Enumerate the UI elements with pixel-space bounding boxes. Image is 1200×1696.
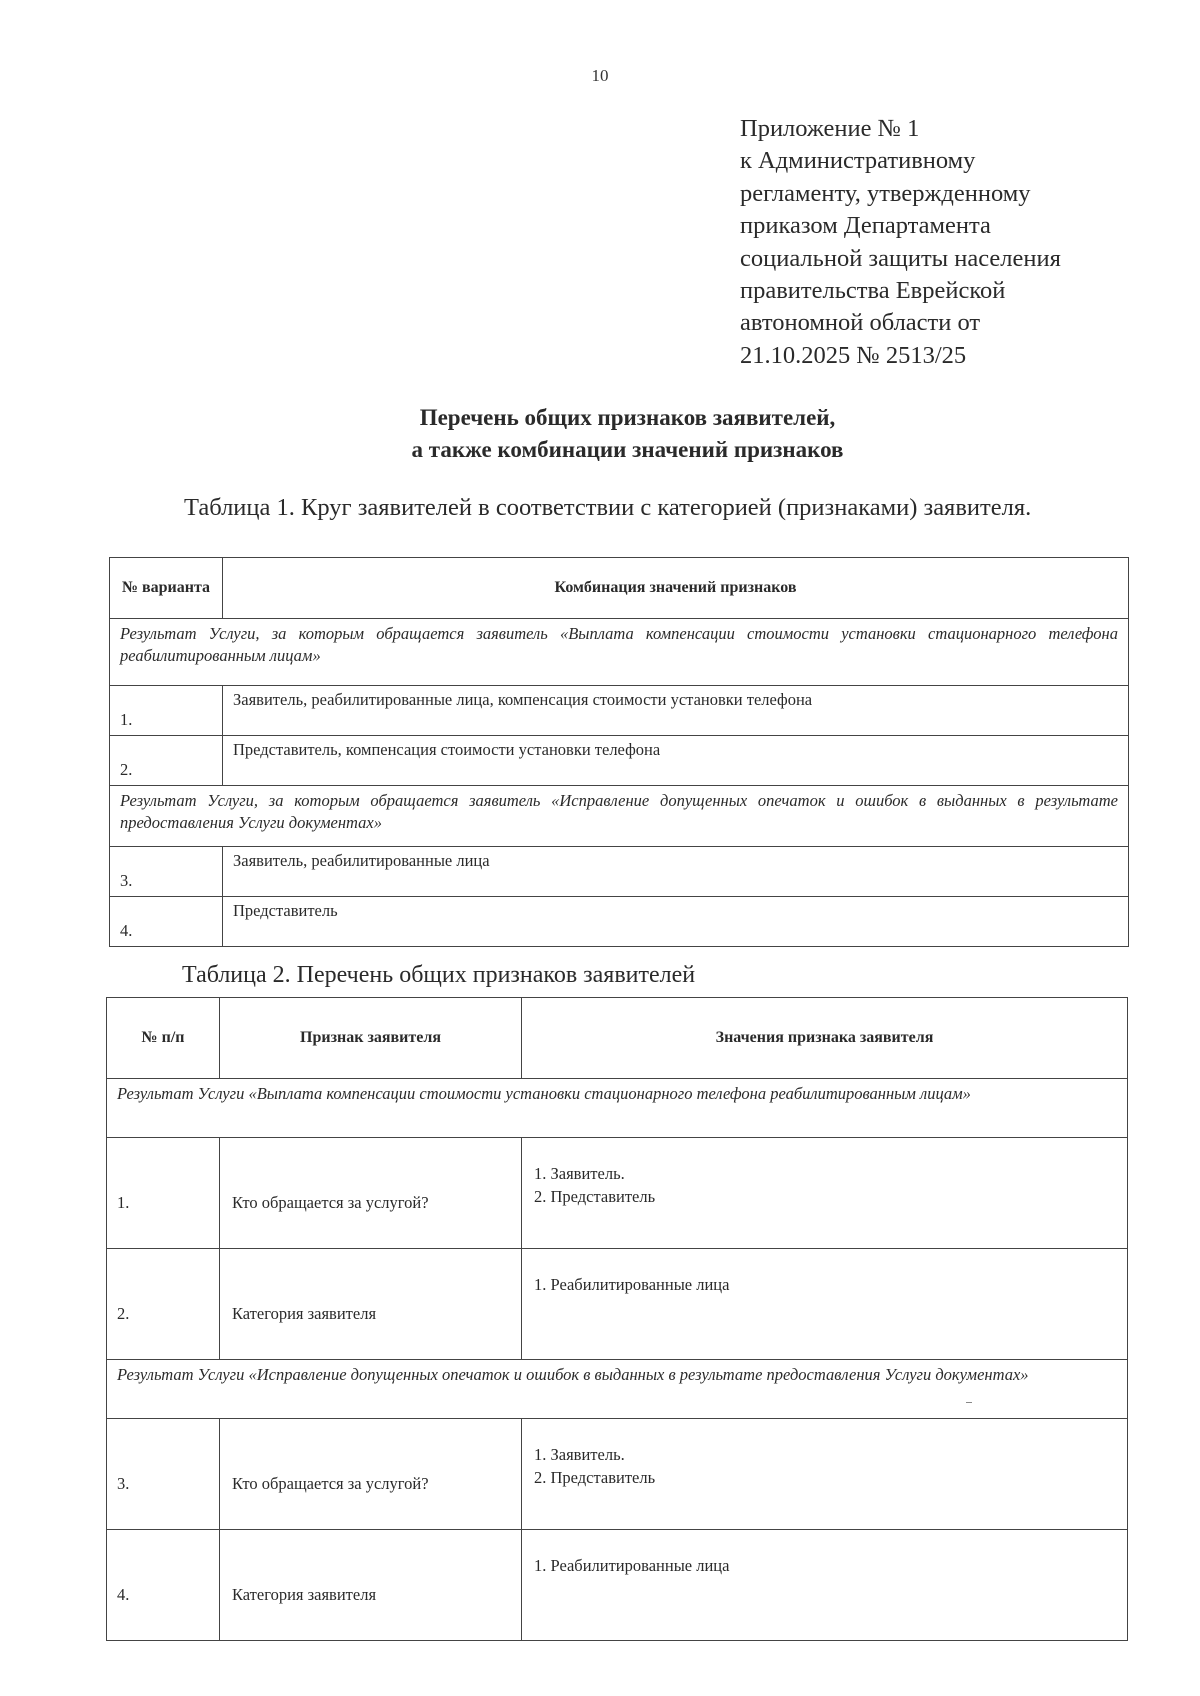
- row-number: 2.: [107, 1249, 220, 1360]
- column-header-attribute: Признак заявителя: [220, 998, 522, 1079]
- scan-mark: [966, 1402, 972, 1403]
- appendix-line: регламенту, утвержденному: [740, 179, 1031, 207]
- table-row: [110, 897, 1129, 947]
- group-row: [110, 786, 1129, 847]
- group-row: [110, 619, 1129, 686]
- table1-caption: Таблица 1. Круг заявителей в соответствии с категорией (признаками) заявителя.: [184, 494, 1032, 521]
- column-header-number: № п/п: [107, 998, 220, 1079]
- row-number: 1.: [107, 1138, 220, 1249]
- appendix-block: [740, 113, 1160, 372]
- table-row: [107, 1419, 1128, 1530]
- row-number: 4.: [107, 1530, 220, 1641]
- table-header-row: [107, 998, 1128, 1079]
- value-item: 1. Реабилитированные лица: [534, 1556, 730, 1575]
- value-item: 1. Заявитель.: [534, 1445, 625, 1464]
- group-title: Результат Услуги «Выплата компенсации стоимости установки стационарного телефона реабилитированным лицам»: [107, 1079, 1128, 1138]
- appendix-line: 21.10.2025 № 2513/25: [740, 341, 967, 369]
- row-attribute: Кто обращается за услугой?: [220, 1419, 522, 1530]
- row-attribute: Категория заявителя: [220, 1530, 522, 1641]
- document-title: [0, 402, 1200, 466]
- row-combination: Представитель, компенсация стоимости установки телефона: [223, 736, 1129, 786]
- row-number: 3.: [107, 1419, 220, 1530]
- value-item: 1. Заявитель.: [534, 1164, 625, 1183]
- group-title: Результат Услуги, за которым обращается заявитель «Исправление допущенных опечаток и ошибок в выданных в результате предоставления Услуги документах»: [110, 786, 1129, 847]
- table-header-row: [110, 558, 1129, 619]
- page-number: 10: [591, 66, 609, 85]
- row-values: [522, 1419, 1128, 1530]
- row-values: [522, 1530, 1128, 1641]
- value-item: 2. Представитель: [534, 1468, 656, 1487]
- appendix-line: к Административному: [740, 147, 976, 175]
- column-header-variant-number: № варианта: [110, 558, 223, 619]
- row-attribute: Кто обращается за услугой?: [220, 1138, 522, 1249]
- row-number: 2.: [110, 736, 223, 786]
- applicants-variants-table: [109, 557, 1129, 947]
- appendix-line: Приложение № 1: [740, 115, 920, 142]
- table-row: [110, 686, 1129, 736]
- value-item: 1. Реабилитированные лица: [534, 1275, 730, 1294]
- group-title: Результат Услуги «Исправление допущенных опечаток и ошибок в выданных в результате предоставления Услуги документах»: [107, 1360, 1128, 1419]
- table-row: [107, 1249, 1128, 1360]
- row-attribute: Категория заявителя: [220, 1249, 522, 1360]
- row-number: 3.: [110, 847, 223, 897]
- row-number: 1.: [110, 686, 223, 736]
- table-row: [107, 1138, 1128, 1249]
- group-row: [107, 1360, 1128, 1419]
- row-combination: Представитель: [223, 897, 1129, 947]
- table-row: [110, 847, 1129, 897]
- appendix-line: автономной области от: [740, 309, 981, 337]
- value-item: 2. Представитель: [534, 1187, 656, 1206]
- title-line-1: Перечень общих признаков заявителей,: [419, 405, 836, 430]
- row-combination: Заявитель, реабилитированные лица, компенсация стоимости установки телефона: [223, 686, 1129, 736]
- row-values: [522, 1249, 1128, 1360]
- row-combination: Заявитель, реабилитированные лица: [223, 847, 1129, 897]
- applicant-attributes-table: [106, 997, 1128, 1641]
- column-header-values: Значения признака заявителя: [522, 998, 1128, 1079]
- group-title: Результат Услуги, за которым обращается заявитель «Выплата компенсации стоимости установки стационарного телефона реабилитированным лицам»: [110, 619, 1129, 686]
- table2-caption: Таблица 2. Перечень общих признаков заявителей: [182, 962, 696, 988]
- appendix-line: социальной защиты населения: [740, 244, 1061, 272]
- title-line-2: а также комбинации значений признаков: [411, 437, 844, 462]
- column-header-combination: Комбинация значений признаков: [223, 558, 1129, 619]
- appendix-line: правительства Еврейской: [740, 277, 1006, 305]
- row-values: [522, 1138, 1128, 1249]
- group-row: [107, 1079, 1128, 1138]
- appendix-line: приказом Департамента: [740, 212, 991, 240]
- row-number: 4.: [110, 897, 223, 947]
- table-row: [107, 1530, 1128, 1641]
- table-row: [110, 736, 1129, 786]
